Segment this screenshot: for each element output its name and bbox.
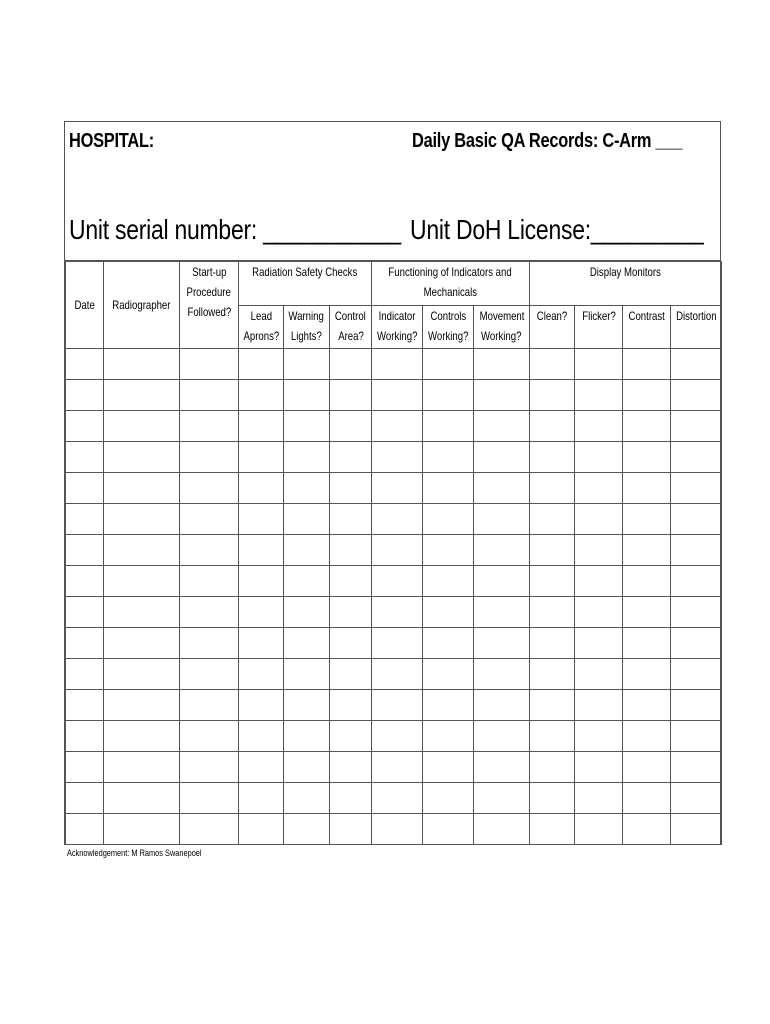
- table-cell[interactable]: [284, 566, 330, 597]
- table-cell[interactable]: [671, 411, 722, 442]
- table-cell[interactable]: [423, 380, 474, 411]
- table-cell[interactable]: [104, 628, 180, 659]
- table-row: [66, 597, 722, 628]
- col-contrast: Contrast: [623, 306, 671, 349]
- table-cell[interactable]: [372, 442, 423, 473]
- table-cell[interactable]: [423, 566, 474, 597]
- table-cell[interactable]: [575, 814, 623, 845]
- table-row: [66, 814, 722, 845]
- table-cell[interactable]: [372, 659, 423, 690]
- table-row: [66, 783, 722, 814]
- group-radiation-safety: Radiation Safety Checks: [239, 262, 372, 306]
- table-cell[interactable]: [575, 380, 623, 411]
- table-cell[interactable]: [330, 721, 372, 752]
- table-cell[interactable]: [671, 473, 722, 504]
- table-cell[interactable]: [284, 380, 330, 411]
- table-cell[interactable]: [423, 535, 474, 566]
- table-cell[interactable]: [474, 659, 530, 690]
- table-cell[interactable]: [180, 504, 239, 535]
- table-cell[interactable]: [623, 597, 671, 628]
- table-cell[interactable]: [623, 752, 671, 783]
- table-cell[interactable]: [530, 597, 575, 628]
- table-cell[interactable]: [330, 473, 372, 504]
- hospital-label: HOSPITAL:: [69, 130, 154, 152]
- table-cell[interactable]: [66, 752, 104, 783]
- table-row: [66, 411, 722, 442]
- table-cell[interactable]: [423, 814, 474, 845]
- table-cell[interactable]: [66, 659, 104, 690]
- table-cell[interactable]: [530, 752, 575, 783]
- table-row: [66, 535, 722, 566]
- table-cell[interactable]: [575, 752, 623, 783]
- table-cell[interactable]: [474, 535, 530, 566]
- table-cell[interactable]: [66, 442, 104, 473]
- table-cell[interactable]: [330, 814, 372, 845]
- table-cell[interactable]: [530, 504, 575, 535]
- table-cell[interactable]: [423, 690, 474, 721]
- table-cell[interactable]: [671, 504, 722, 535]
- table-cell[interactable]: [372, 597, 423, 628]
- table-cell[interactable]: [671, 690, 722, 721]
- table-cell[interactable]: [372, 690, 423, 721]
- table-cell[interactable]: [66, 473, 104, 504]
- table-cell[interactable]: [575, 535, 623, 566]
- table-row: [66, 473, 722, 504]
- table-cell[interactable]: [239, 597, 284, 628]
- table-cell[interactable]: [671, 566, 722, 597]
- qa-table: [65, 261, 722, 845]
- table-cell[interactable]: [474, 814, 530, 845]
- table-cell[interactable]: [330, 504, 372, 535]
- table-cell[interactable]: [104, 752, 180, 783]
- table-cell[interactable]: [284, 659, 330, 690]
- table-cell[interactable]: [530, 814, 575, 845]
- table-cell[interactable]: [623, 814, 671, 845]
- table-cell[interactable]: [239, 814, 284, 845]
- table-cell[interactable]: [474, 566, 530, 597]
- table-cell[interactable]: [575, 504, 623, 535]
- table-cell[interactable]: [423, 411, 474, 442]
- table-cell[interactable]: [330, 380, 372, 411]
- table-cell[interactable]: [284, 473, 330, 504]
- table-cell[interactable]: [330, 783, 372, 814]
- table-cell[interactable]: [372, 535, 423, 566]
- table-cell[interactable]: [423, 752, 474, 783]
- table-cell[interactable]: [284, 442, 330, 473]
- table-cell[interactable]: [66, 535, 104, 566]
- col-warning-lights: Warning Lights?: [284, 306, 330, 349]
- table-row: [66, 752, 722, 783]
- table-cell[interactable]: [575, 566, 623, 597]
- table-cell[interactable]: [104, 349, 180, 380]
- table-cell[interactable]: [180, 473, 239, 504]
- table-row: [66, 690, 722, 721]
- table-cell[interactable]: [623, 411, 671, 442]
- table-cell[interactable]: [104, 411, 180, 442]
- table-cell[interactable]: [330, 659, 372, 690]
- table-cell[interactable]: [330, 597, 372, 628]
- table-cell[interactable]: [623, 442, 671, 473]
- table-cell[interactable]: [671, 442, 722, 473]
- table-cell[interactable]: [372, 783, 423, 814]
- table-cell[interactable]: [372, 721, 423, 752]
- table-cell[interactable]: [623, 473, 671, 504]
- header-row-1: [66, 262, 722, 306]
- table-cell[interactable]: [104, 659, 180, 690]
- table-cell[interactable]: [575, 721, 623, 752]
- qa-title: Daily Basic QA Records: C-Arm ___: [412, 130, 683, 152]
- table-cell[interactable]: [330, 349, 372, 380]
- table-cell[interactable]: [474, 442, 530, 473]
- table-cell[interactable]: [423, 783, 474, 814]
- table-body: [66, 349, 722, 845]
- table-cell[interactable]: [180, 566, 239, 597]
- table-cell[interactable]: [575, 411, 623, 442]
- table-cell[interactable]: [623, 535, 671, 566]
- table-cell[interactable]: [671, 535, 722, 566]
- table-cell[interactable]: [575, 659, 623, 690]
- table-cell[interactable]: [575, 628, 623, 659]
- table-cell[interactable]: [575, 473, 623, 504]
- table-cell[interactable]: [530, 690, 575, 721]
- table-cell[interactable]: [372, 349, 423, 380]
- table-cell[interactable]: [372, 628, 423, 659]
- table-cell[interactable]: [284, 814, 330, 845]
- table-row: [66, 659, 722, 690]
- table-cell[interactable]: [66, 411, 104, 442]
- table-cell[interactable]: [66, 349, 104, 380]
- table-cell[interactable]: [330, 535, 372, 566]
- table-cell[interactable]: [239, 349, 284, 380]
- table-cell[interactable]: [474, 783, 530, 814]
- col-controls-working: Controls Working?: [423, 306, 474, 349]
- table-row: [66, 349, 722, 380]
- qa-record-form: [64, 121, 721, 845]
- table-cell[interactable]: [671, 783, 722, 814]
- table-cell[interactable]: [66, 721, 104, 752]
- table-cell[interactable]: [239, 411, 284, 442]
- table-cell[interactable]: [104, 504, 180, 535]
- table-cell[interactable]: [423, 349, 474, 380]
- table-cell[interactable]: [530, 473, 575, 504]
- table-cell[interactable]: [530, 721, 575, 752]
- table-cell[interactable]: [180, 628, 239, 659]
- table-cell[interactable]: [623, 690, 671, 721]
- table-cell[interactable]: [423, 659, 474, 690]
- table-cell[interactable]: [423, 628, 474, 659]
- table-cell[interactable]: [423, 597, 474, 628]
- table-cell[interactable]: [66, 628, 104, 659]
- table-cell[interactable]: [474, 721, 530, 752]
- table-cell[interactable]: [372, 473, 423, 504]
- table-cell[interactable]: [623, 783, 671, 814]
- table-cell[interactable]: [239, 628, 284, 659]
- table-cell[interactable]: [180, 411, 239, 442]
- doh-license-label: Unit DoH License:_________: [410, 214, 704, 245]
- table-cell[interactable]: [330, 752, 372, 783]
- table-cell[interactable]: [180, 690, 239, 721]
- table-cell[interactable]: [530, 411, 575, 442]
- table-row: [66, 721, 722, 752]
- table-cell[interactable]: [372, 752, 423, 783]
- table-cell[interactable]: [180, 349, 239, 380]
- table-cell[interactable]: [575, 442, 623, 473]
- table-cell[interactable]: [330, 442, 372, 473]
- table-cell[interactable]: [284, 783, 330, 814]
- table-cell[interactable]: [474, 597, 530, 628]
- table-cell[interactable]: [239, 752, 284, 783]
- table-cell[interactable]: [623, 566, 671, 597]
- group-display-monitors: Display Monitors: [530, 262, 722, 306]
- table-cell[interactable]: [180, 814, 239, 845]
- table-cell[interactable]: [104, 721, 180, 752]
- table-cell[interactable]: [180, 721, 239, 752]
- table-cell[interactable]: [330, 628, 372, 659]
- table-cell[interactable]: [671, 721, 722, 752]
- table-cell[interactable]: [104, 442, 180, 473]
- table-cell[interactable]: [671, 659, 722, 690]
- table-cell[interactable]: [104, 783, 180, 814]
- table-cell[interactable]: [474, 380, 530, 411]
- table-cell[interactable]: [671, 349, 722, 380]
- col-startup: Start-up Procedure Followed?: [180, 262, 239, 349]
- table-cell[interactable]: [423, 442, 474, 473]
- col-movement-working: Movement Working?: [474, 306, 530, 349]
- table-cell[interactable]: [530, 535, 575, 566]
- table-cell[interactable]: [330, 566, 372, 597]
- table-cell[interactable]: [474, 473, 530, 504]
- table-cell[interactable]: [330, 411, 372, 442]
- form-header: [65, 122, 720, 261]
- table-cell[interactable]: [239, 442, 284, 473]
- table-cell[interactable]: [66, 690, 104, 721]
- table-cell[interactable]: [284, 411, 330, 442]
- table-cell[interactable]: [530, 566, 575, 597]
- col-radiographer: Radiographer: [104, 262, 180, 349]
- table-cell[interactable]: [239, 690, 284, 721]
- table-cell[interactable]: [623, 349, 671, 380]
- table-cell[interactable]: [623, 628, 671, 659]
- table-cell[interactable]: [474, 349, 530, 380]
- table-cell[interactable]: [623, 721, 671, 752]
- table-cell[interactable]: [239, 473, 284, 504]
- table-cell[interactable]: [671, 814, 722, 845]
- table-cell[interactable]: [623, 380, 671, 411]
- table-cell[interactable]: [284, 535, 330, 566]
- table-row: [66, 628, 722, 659]
- table-cell[interactable]: [180, 535, 239, 566]
- table-row: [66, 504, 722, 535]
- table-cell[interactable]: [180, 783, 239, 814]
- table-cell[interactable]: [530, 349, 575, 380]
- col-lead-aprons: Lead Aprons?: [239, 306, 284, 349]
- table-cell[interactable]: [66, 597, 104, 628]
- table-cell[interactable]: [284, 504, 330, 535]
- table-cell[interactable]: [239, 566, 284, 597]
- table-cell[interactable]: [372, 566, 423, 597]
- table-row: [66, 380, 722, 411]
- table-cell[interactable]: [104, 380, 180, 411]
- table-cell[interactable]: [104, 566, 180, 597]
- table-cell[interactable]: [575, 349, 623, 380]
- table-cell[interactable]: [239, 783, 284, 814]
- serial-number-label: Unit serial number: ___________: [69, 214, 401, 245]
- col-distortion: Distortion: [671, 306, 722, 349]
- table-cell[interactable]: [239, 380, 284, 411]
- table-cell[interactable]: [330, 690, 372, 721]
- table-cell[interactable]: [66, 814, 104, 845]
- table-cell[interactable]: [671, 752, 722, 783]
- table-cell[interactable]: [284, 349, 330, 380]
- table-cell[interactable]: [180, 380, 239, 411]
- table-cell[interactable]: [66, 504, 104, 535]
- group-functioning: Functioning of Indicators and Mechanicals: [372, 262, 530, 306]
- table-cell[interactable]: [530, 442, 575, 473]
- table-cell[interactable]: [530, 628, 575, 659]
- table-cell[interactable]: [104, 690, 180, 721]
- table-cell[interactable]: [474, 504, 530, 535]
- table-cell[interactable]: [372, 814, 423, 845]
- table-cell[interactable]: [104, 473, 180, 504]
- table-cell[interactable]: [66, 380, 104, 411]
- table-cell[interactable]: [575, 783, 623, 814]
- table-cell[interactable]: [474, 690, 530, 721]
- col-control-area: Control Area?: [330, 306, 372, 349]
- table-cell[interactable]: [423, 473, 474, 504]
- table-cell[interactable]: [104, 535, 180, 566]
- table-cell[interactable]: [284, 752, 330, 783]
- table-cell[interactable]: [372, 380, 423, 411]
- table-cell[interactable]: [671, 380, 722, 411]
- table-cell[interactable]: [180, 752, 239, 783]
- table-cell[interactable]: [372, 411, 423, 442]
- table-row: [66, 566, 722, 597]
- acknowledgement: Acknowledgement: M Ramos Swanepoel: [67, 848, 202, 858]
- table-row: [66, 442, 722, 473]
- table-cell[interactable]: [372, 504, 423, 535]
- table-cell[interactable]: [239, 721, 284, 752]
- table-cell[interactable]: [239, 504, 284, 535]
- col-date: Date: [66, 262, 104, 349]
- table-cell[interactable]: [284, 597, 330, 628]
- col-indicator-working: Indicator Working?: [372, 306, 423, 349]
- table-cell[interactable]: [180, 442, 239, 473]
- table-cell[interactable]: [239, 535, 284, 566]
- table-cell[interactable]: [104, 814, 180, 845]
- table-cell[interactable]: [180, 659, 239, 690]
- table-cell[interactable]: [575, 597, 623, 628]
- table-cell[interactable]: [474, 628, 530, 659]
- table-cell[interactable]: [104, 597, 180, 628]
- table-cell[interactable]: [530, 659, 575, 690]
- table-cell[interactable]: [530, 380, 575, 411]
- table-cell[interactable]: [66, 566, 104, 597]
- col-clean: Clean?: [530, 306, 575, 349]
- table-cell[interactable]: [671, 597, 722, 628]
- table-cell[interactable]: [623, 504, 671, 535]
- col-flicker: Flicker?: [575, 306, 623, 349]
- table-cell[interactable]: [284, 628, 330, 659]
- table-cell[interactable]: [623, 659, 671, 690]
- table-cell[interactable]: [284, 721, 330, 752]
- table-cell[interactable]: [474, 411, 530, 442]
- table-cell[interactable]: [575, 690, 623, 721]
- table-cell[interactable]: [239, 659, 284, 690]
- table-cell[interactable]: [530, 783, 575, 814]
- table-cell[interactable]: [671, 628, 722, 659]
- table-cell[interactable]: [474, 752, 530, 783]
- table-cell[interactable]: [180, 597, 239, 628]
- table-cell[interactable]: [284, 690, 330, 721]
- table-cell[interactable]: [423, 721, 474, 752]
- table-cell[interactable]: [66, 783, 104, 814]
- table-cell[interactable]: [423, 504, 474, 535]
